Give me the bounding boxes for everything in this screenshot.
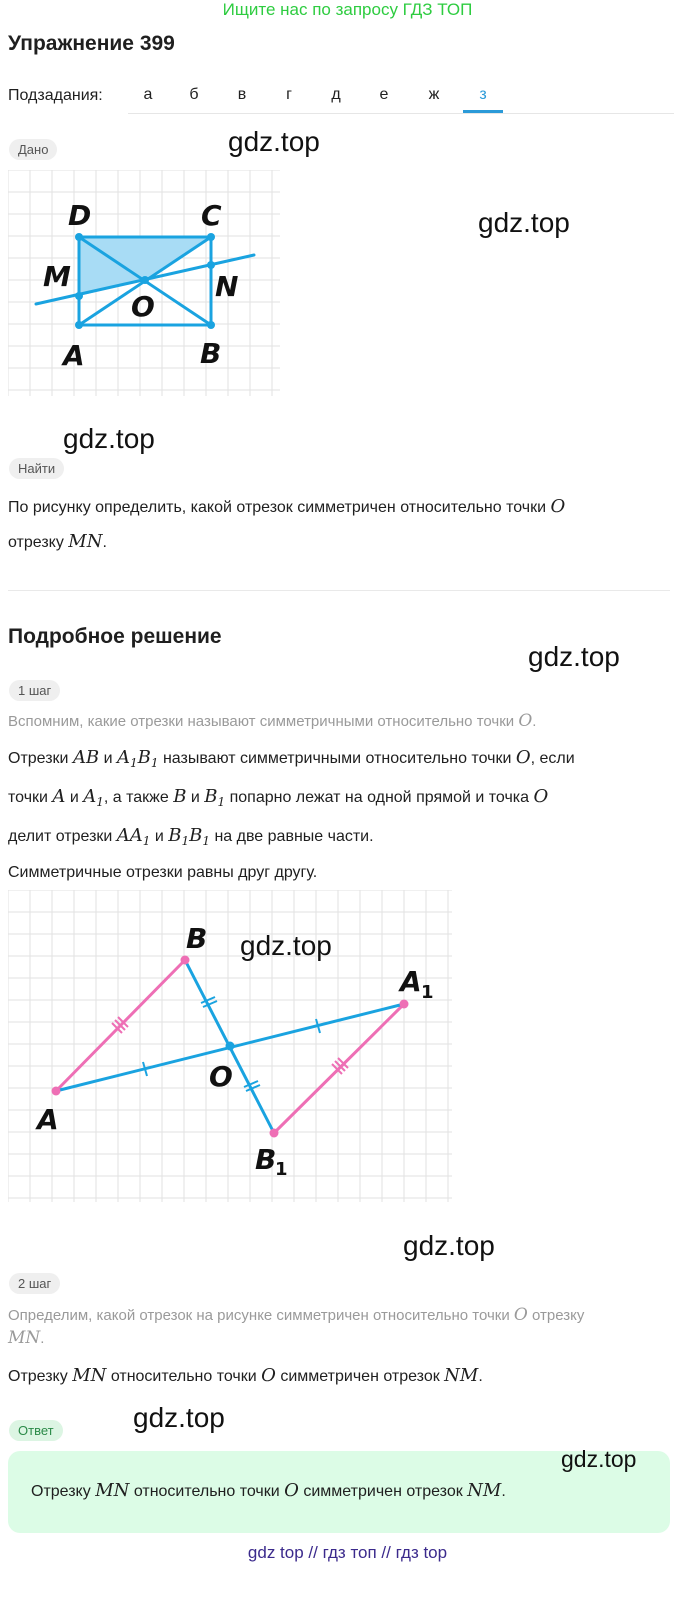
section-title: Подробное решение	[8, 625, 222, 648]
point-n	[207, 261, 215, 269]
symmetry-figure	[8, 890, 452, 1202]
point-a	[52, 1087, 61, 1096]
tab-g[interactable]: г	[286, 86, 292, 103]
divider	[8, 590, 670, 591]
watermark: gdz.top	[63, 423, 155, 454]
point-a1	[400, 1000, 409, 1009]
label-a: A	[37, 1103, 59, 1136]
point-m	[75, 292, 83, 300]
subtasks-label: Подзадания:	[8, 87, 103, 104]
given-figure	[8, 170, 280, 396]
page-title: Упражнение 399	[8, 32, 175, 55]
given-chip: Дано	[9, 139, 57, 160]
point-o	[141, 276, 149, 284]
find-text: По рисунку определить, какой отрезок симметричен относительно точки O отрезку MN.	[8, 496, 566, 552]
watermark: gdz.top	[528, 641, 620, 672]
point-o	[226, 1042, 235, 1051]
tab-v[interactable]: в	[237, 86, 247, 103]
point-b	[207, 321, 215, 329]
top-banner: Ищите нас по запросу ГДЗ ТОП	[222, 0, 473, 19]
label-c: C	[201, 199, 222, 232]
watermark: gdz.top	[561, 1446, 637, 1472]
step1-recall: Вспомним, какие отрезки называют симметричными относительно точки O.	[8, 711, 537, 731]
step2-chip: 2 шаг	[9, 1273, 60, 1294]
active-tab-indicator	[463, 110, 503, 113]
label-b1: B	[255, 1143, 277, 1176]
point-c	[207, 233, 215, 241]
step1-chip: 1 шаг	[9, 680, 60, 701]
step1-definition: Отрезки AB и $A_1B_1$ называют симметричными относительно точки O, если точки A и $A_1$, а также B и $B_1$ попарно лежат на одной прямой и точка O делит отрезки $AA_1$ и $B_1B_1$ на две равные части.	[8, 747, 575, 849]
step2-result: Отрезку MN относительно точки O симметричен отрезок NM.	[8, 1365, 483, 1386]
label-a1: A	[400, 965, 422, 998]
tab-d[interactable]: д	[331, 86, 341, 103]
watermark: gdz.top	[478, 207, 570, 238]
step1-equal: Симметричные отрезки равны друг другу.	[8, 864, 318, 881]
tab-z[interactable]: з	[479, 86, 487, 103]
label-d: D	[68, 199, 92, 232]
label-b1-sub: 1	[275, 1159, 288, 1180]
tab-a[interactable]: а	[143, 86, 153, 103]
subtasks-tabs	[128, 76, 674, 114]
label-m: M	[43, 260, 71, 293]
point-d	[75, 233, 83, 241]
label-o: O	[131, 290, 155, 323]
label-a1-sub: 1	[421, 982, 434, 1003]
watermark: gdz.top	[403, 1230, 495, 1261]
answer-chip: Ответ	[9, 1420, 63, 1441]
tab-e[interactable]: е	[379, 86, 389, 103]
tab-b[interactable]: б	[189, 86, 199, 103]
tab-zh[interactable]: ж	[428, 86, 440, 103]
footer-links: gdz top // гдз топ // гдз top	[247, 1543, 448, 1562]
find-chip: Найти	[9, 458, 64, 479]
label-b: B	[200, 337, 222, 370]
answer-text: Отрезку MN относительно точки O симметричен отрезок NM.	[31, 1480, 506, 1501]
point-b	[181, 956, 190, 965]
step2-recall: Определим, какой отрезок на рисунке симметричен относительно точки O отрезку MN.	[8, 1305, 585, 1348]
label-b: B	[186, 922, 208, 955]
label-n: N	[215, 270, 239, 303]
point-a	[75, 321, 83, 329]
watermark: gdz.top	[133, 1402, 225, 1433]
point-b1	[270, 1129, 279, 1138]
watermark: gdz.top	[228, 126, 320, 157]
label-a: A	[63, 339, 85, 372]
watermark: gdz.top	[240, 930, 332, 961]
label-o: O	[209, 1060, 233, 1093]
